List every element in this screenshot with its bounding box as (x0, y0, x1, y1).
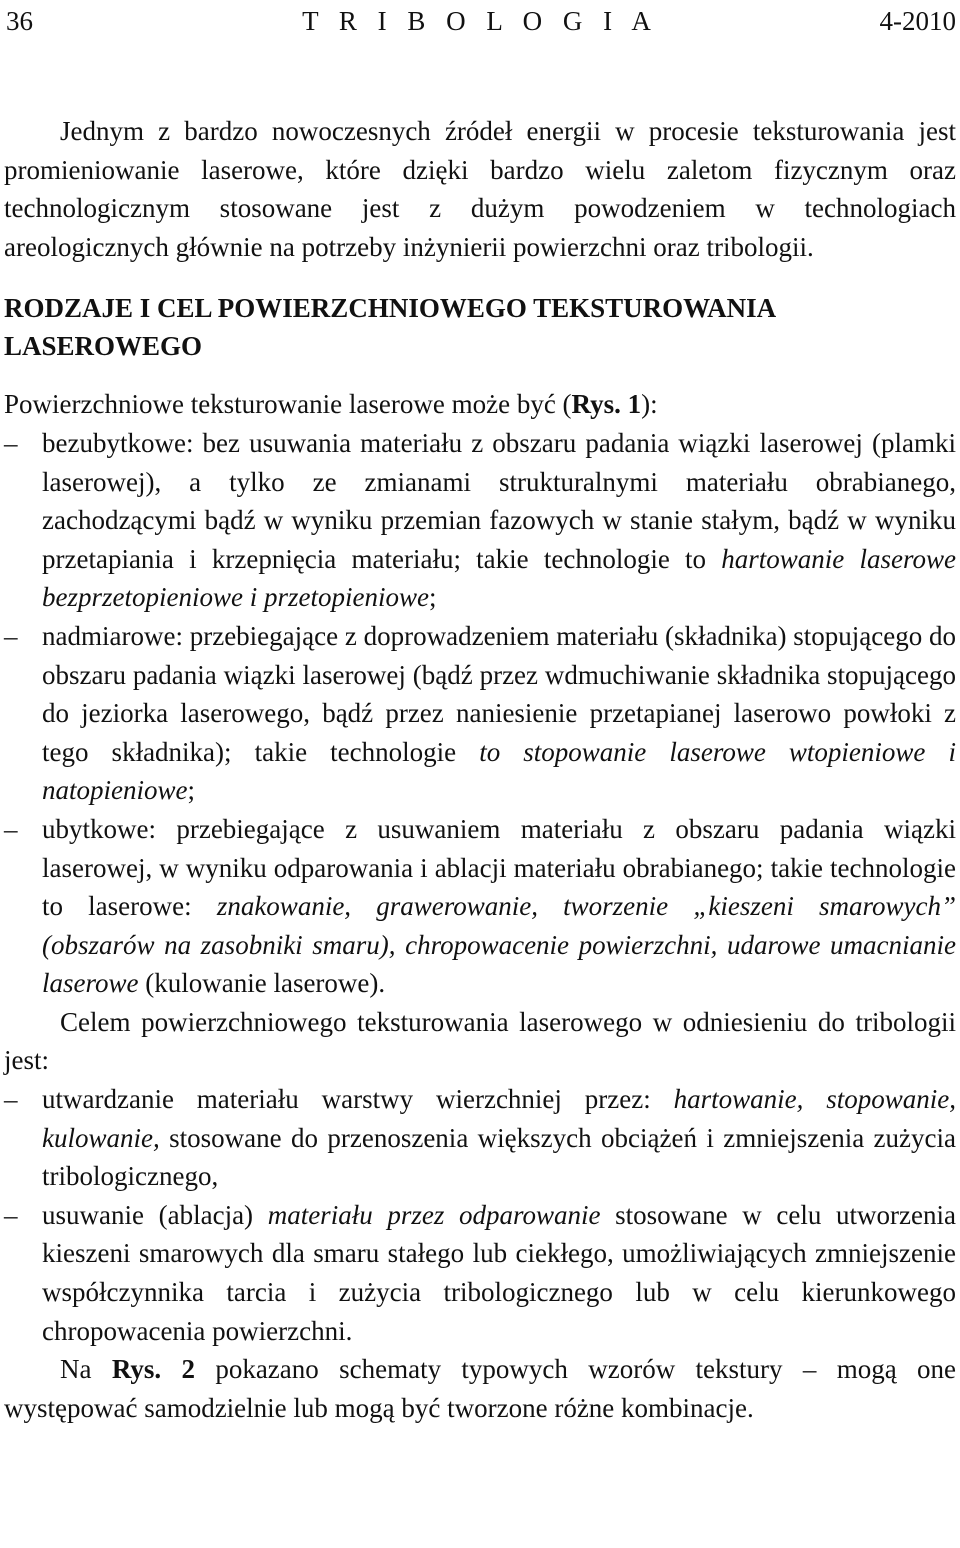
list-item-tail: stosowane w celu utworzenia kieszeni smarowych dla smaru stałego lub ciekłego, umożliwiających zmniejszenie współczynnika tarcia i zużycia tribologicznego lub w celu kierunkowego chropowacenia powierzchni. (42, 1199, 956, 1346)
list-item-text: nadmiarowe: przebiegające z doprowadzeniem materiału (składnika) stopującego do obszaru padania wiązki laserowej (bądź przez wdmuchiwanie składnika stopującego do jeziorka laserowego, bądź przez naniesienie przetapianej laserowo powłoki z tego składnika); takie technologie (42, 620, 956, 767)
list-item-text: bezubytkowe: bez usuwania materiału z obszaru padania wiązki laserowej (plamki laserowej), a tylko ze zmianami strukturalnymi materiału obrabianego, zachodzącymi bądź w wyniku przemian fazowych w stanie stałym, bądź w wyniku przetapiania i krzepnięcia materiału; takie technologie to (42, 427, 956, 574)
closing-text: Na (60, 1354, 112, 1385)
list-item (4, 1196, 956, 1350)
figure-reference: Rys. 2 (111, 1354, 195, 1385)
issue-label: 4-2010 (879, 6, 956, 36)
list-dash: – (4, 1199, 18, 1230)
intro-paragraph: Jednym z bardzo nowoczesnych źródeł energii w procesie teksturowania jest promieniowanie laserowe, które dzięki bardzo wielu zaletom fizycznym oraz technologicznym stosowane jest z dużym powodzeniem w technologiach areologicznych głównie na potrzeby inżynierii powierzchni oraz tribologii. (4, 116, 956, 262)
list-item-text: utwardzanie materiału warstwy wierzchniej przez: (42, 1084, 674, 1115)
closing-tail: pokazano schematy typowych wzorów tekstury – mogą one występować samodzielnie lub mogą być tworzone różne kombinacje. (4, 1354, 957, 1423)
list-item (4, 424, 956, 617)
list-item-tail: stosowane do przenoszenia większych obciążeń i zmniejszenia zużycia tribologicznego, (42, 1122, 956, 1192)
closing-paragraph (4, 1350, 956, 1427)
list-item (4, 810, 956, 1003)
list-item (4, 617, 956, 810)
list-item-emphasis: hartowanie laserowe bezprzetopieniowe i przetopieniowe (42, 543, 956, 613)
types-intro-tail: ): (641, 389, 658, 420)
page-number: 36 (6, 6, 33, 36)
types-intro-text: Powierzchniowe teksturowanie laserowe może być ( (4, 389, 572, 420)
list-item-tail: (kulowanie laserowe). (138, 968, 386, 999)
list-item-emphasis: znakowanie, grawerowanie, tworzenie „kieszeni smarowych” (obszarów na zasobniki smaru), chropowacenie powierzchni, udarowe umacnianie laserowe (42, 891, 956, 999)
list-dash: – (4, 620, 18, 651)
types-intro-paragraph (4, 385, 956, 424)
journal-title: T R I B O L O G I A (302, 6, 658, 36)
article-body (4, 112, 956, 1427)
running-header (4, 4, 956, 38)
list-item (4, 1080, 956, 1196)
list-item-emphasis: hartowanie, stopowanie, kulowanie, (42, 1084, 956, 1153)
list-item-tail: ; (428, 582, 437, 613)
list-dash: – (4, 1084, 18, 1115)
section-heading: RODZAJE I CEL POWIERZCHNIOWEGO TEKSTUROWANIA LASEROWEGO (4, 293, 775, 362)
figure-reference: Rys. 1 (571, 389, 642, 420)
goal-intro-paragraph: Celem powierzchniowego teksturowania laserowego w odniesieniu do tribologii jest: (4, 1006, 956, 1076)
list-item-emphasis: to stopowanie laserowe wtopieniowe i natopieniowe (42, 736, 956, 806)
list-item-text: usuwanie (ablacja) (42, 1199, 268, 1230)
list-item-text: ubytkowe: przebiegające z usuwaniem materiału z obszaru padania wiązki laserowej, w wyniku odparowania i ablacji materiału obrabianego; takie technologie to laserowe: (42, 813, 956, 922)
list-dash: – (4, 813, 18, 844)
list-item-tail: ; (187, 775, 195, 806)
list-item-emphasis: materiału przez odparowanie (267, 1199, 601, 1230)
list-dash: – (4, 427, 18, 458)
